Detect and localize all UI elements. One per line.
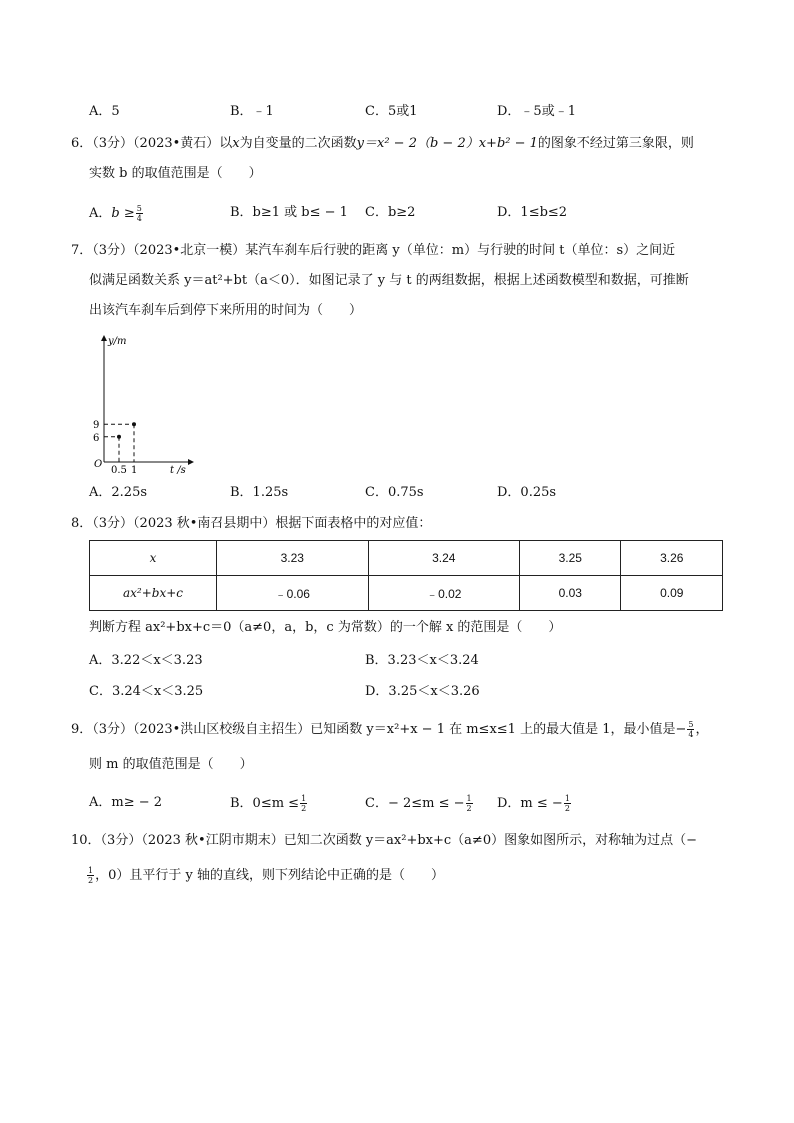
- q7-data-point: [132, 422, 136, 426]
- q9-option-a: A．m≥ − 2: [89, 795, 163, 810]
- q8-value-table: [89, 540, 723, 611]
- q8-x-cell: 3.26: [621, 541, 723, 576]
- q8-option-c: C．3.24＜x＜3.25: [89, 684, 204, 699]
- q7-stem-line1: 7．（3分）（2023•北京一模）某汽车刹车后行驶的距离 y（单位：m）与行驶的时间 t（单位：s）之间近: [71, 243, 676, 258]
- q6-option-a: A．b ≥ $\frac{5}{4}$: [89, 204, 142, 223]
- q8-y-cell: 0.03: [520, 576, 621, 611]
- q8-y-cell: ﹣0.06: [217, 576, 369, 611]
- q6-option-c: C．b≥2: [365, 205, 416, 220]
- q8-y-cell: 0.09: [621, 576, 723, 611]
- q7-option-b: B．1.25s: [230, 485, 289, 500]
- q5-option-d: D．﹣5或﹣1: [497, 104, 576, 119]
- q8-row2-header: ax²+bx+c: [90, 576, 217, 611]
- q6-option-a-fraction: $\frac{5}{4}$: [136, 204, 142, 223]
- q7-y-tick-label: 9: [93, 420, 100, 432]
- table-row: [90, 541, 723, 576]
- q7-origin-label: O: [94, 459, 103, 470]
- q8-option-d: D．3.25＜x＜3.26: [365, 684, 480, 699]
- q6-prefix: 6．（3分）（2023•黄石）以: [71, 136, 233, 151]
- q8-x-cell: 3.25: [520, 541, 621, 576]
- table-row: [90, 576, 723, 611]
- q7-y-axis-label: y/m: [108, 336, 127, 347]
- q7-stem-line2: 似满足函数关系 y＝at²+bt（a＜0）．如图记录了 y 与 t 的两组数据，根据上述函数模型和数据，可推断: [89, 273, 689, 288]
- q8-stem-line2: 判断方程 ax²+bx+c＝0（a≠0，a，b，c 为常数）的一个解 x 的范围是（ ）: [89, 620, 562, 635]
- q7-data-point: [117, 435, 121, 439]
- q7-x-axis-label: t /s: [170, 465, 186, 476]
- q8-option-b: B．3.23＜x＜3.24: [365, 653, 479, 668]
- q9-min-fraction: $\frac{5}{4}$: [688, 720, 694, 739]
- q9-option-c: C．− 2≤m ≤ − $\frac{1}{2}$: [365, 794, 472, 813]
- q6-mid2: 的图象不经过第三象限，则: [537, 136, 694, 151]
- q8-y-cell: ﹣0.02: [368, 576, 520, 611]
- q8-x-cell: 3.24: [368, 541, 520, 576]
- q7-x-tick-label: 0.5: [111, 465, 127, 476]
- q9-option-d: D．m ≤ − $\frac{1}{2}$: [497, 794, 570, 813]
- q8-x-cell: 3.23: [217, 541, 369, 576]
- q8-option-a: A．3.22＜x＜3.23: [89, 653, 203, 668]
- q6-stem-line1: [71, 136, 694, 152]
- q9-stem-line2: 则 m 的取值范围是（ ）: [89, 757, 253, 772]
- q9-option-b: B．0≤m ≤ $\frac{1}{2}$: [230, 794, 307, 813]
- q7-x-tick-label: 1: [131, 465, 138, 476]
- q10-stem-line2: $\frac{1}{2}$ ，0）且平行于 y 轴的直线，则下列结论中正确的是（ ）: [88, 866, 444, 885]
- q7-stem-line3: 出该汽车刹车后到停下来所用的时间为（ ）: [89, 303, 363, 318]
- q10-fraction: $\frac{1}{2}$: [88, 866, 94, 885]
- q7-y-tick-label: 6: [93, 432, 100, 444]
- q7-option-c: C．0.75s: [365, 485, 424, 500]
- q9-stem-line1: 9．（3分）（2023•洪山区校级自主招生）已知函数 y＝x²+x − 1 在 m≤x≤1 上的最大值是 1，最小值是− $\frac{5}{4}$ ，: [71, 720, 709, 739]
- q7-option-d: D．0.25s: [497, 485, 557, 500]
- q7-graph: [88, 332, 198, 478]
- q6-stem-line2: 实数 b 的取值范围是（ ）: [89, 166, 262, 181]
- q8-row1-header: x: [90, 541, 217, 576]
- q5-option-c: C．5或1: [365, 104, 418, 119]
- q5-option-a: A．5: [89, 104, 120, 119]
- q10-stem-line1: 10．（3分）（2023 秋•江阴市期末）已知二次函数 y＝ax²+bx+c（a≠0）图象如图所示，对称轴为过点（−: [71, 833, 697, 848]
- q6-mid1: 为自变量的二次函数: [239, 136, 357, 151]
- q5-option-b: B．﹣1: [230, 104, 274, 119]
- q6-function: y＝x² − 2（b − 2）x+b² − 1: [356, 136, 538, 151]
- q6-var-x: x: [232, 136, 240, 151]
- q6-option-d: D．1≤b≤2: [497, 205, 568, 220]
- q7-option-a: A．2.25s: [89, 485, 148, 500]
- q8-stem-line1: 8．（3分）（2023 秋•南召县期中）根据下面表格中的对应值：: [71, 516, 432, 531]
- q6-option-b: B．b≥1 或 b≤ − 1: [230, 205, 348, 220]
